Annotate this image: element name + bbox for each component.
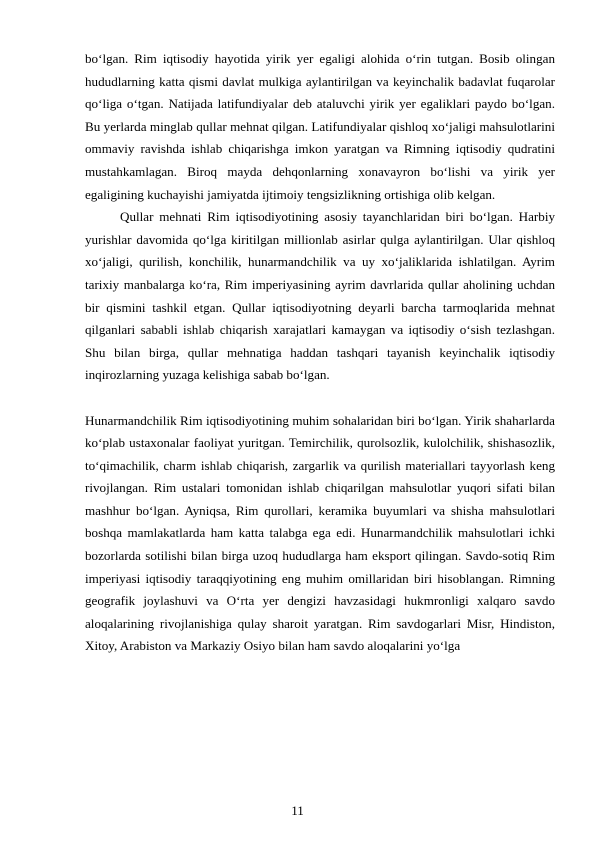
paragraph-spacer [85,387,555,410]
page-number: 11 [291,803,304,818]
paragraph-crafts-trade: Hunarmandchilik Rim iqtisodiyotining muhim sohalaridan biri bo‘lgan. Yirik shaharlarda ko‘plab ustaxonalar faoliyat yuritgan. Temirchilik, qurolsozlik, kulolchilik, shishasozlik, to‘qimachilik, charm ishlab chiqarish, zargarlik va qurilish materiallari tayyorlash keng rivojlangan. Rim ustalari tomonidan ishlab chiqarilgan mahsulotlar yuqori sifati bilan mashhur bo‘lgan. Ayniqsa, Rim qurollari, keramika buyumlari va shisha mahsulotlari boshqa mamlakatlarda ham katta talabga ega edi. Hunarmandchilik mahsulotlari ichki bozorlarda sotilishi bilan birga uzoq hududlarga ham eksport qilingan. Savdo-sotiq Rim imperiyasi iqtisodiy taraqqiyotining eng muhim omillaridan biri hisoblangan. Rimning geografik joylashuvi va O‘rta yer dengizi havzasidagi hukmronligi xalqaro savdo aloqalarining rivojlanishiga qulay sharoit yaratgan. Rim savdogarlari Misr, Hindiston, Xitoy, Arabiston va Markaziy Osiyo bilan ham savdo aloqalarini yo‘lga [85,412,555,654]
paragraph-slave-labor: Qullar mehnati Rim iqtisodiyotining asosiy tayanchlaridan biri bo‘lgan. Harbiy yurishlar davomida qo‘lga kiritilgan millionlab asirlar qulga aylantirilgan. Ular qishloq xo‘jaligi, qurilish, konchilik, hunarmandchilik va uy xo‘jaliklarida ishlatilgan. Ayrim tarixiy manbalarga ko‘ra, Rim imperiyasining ayrim davrlarida qullar aholining uchdan bir qismini tashkil etgan. Qullar iqtisodiyotning deyarli barcha tarmoqlarida mehnat qilganlari sababli ishlab chiqarish xarajatlari kamaygan va iqtisodiy o‘sish tezlashgan. Shu bilan birga, qullar mehnatiga haddan tashqari tayanish keyinchalik iqtisodiy inqirozlarning yuzaga kelishiga sabab bo‘lgan. [85,209,555,383]
document-body [85,48,555,658]
paragraph-latifundia: bo‘lgan. Rim iqtisodiy hayotida yirik yer egaligi alohida o‘rin tutgan. Bosib olingan hududlarning katta qismi davlat mulkiga aylantirilgan va keyinchalik badavlat fuqarolar qo‘liga o‘tgan. Natijada latifundiyalar deb ataluvchi yirik yer egaliklari paydo bo‘lgan. Bu yerlarda minglab qullar mehnat qilgan. Latifundiyalar qishloq xo‘jaligi mahsulotlarini ommaviy ravishda ishlab chiqarishga imkon yaratgan va Rimning iqtisodiy qudratini mustahkamlagan. Biroq mayda dehqonlarning xonavayron bo‘lishi va yirik yer egaligining kuchayishi jamiyatda ijtimoiy tengsizlikning ortishiga olib kelgan. [85,51,555,202]
